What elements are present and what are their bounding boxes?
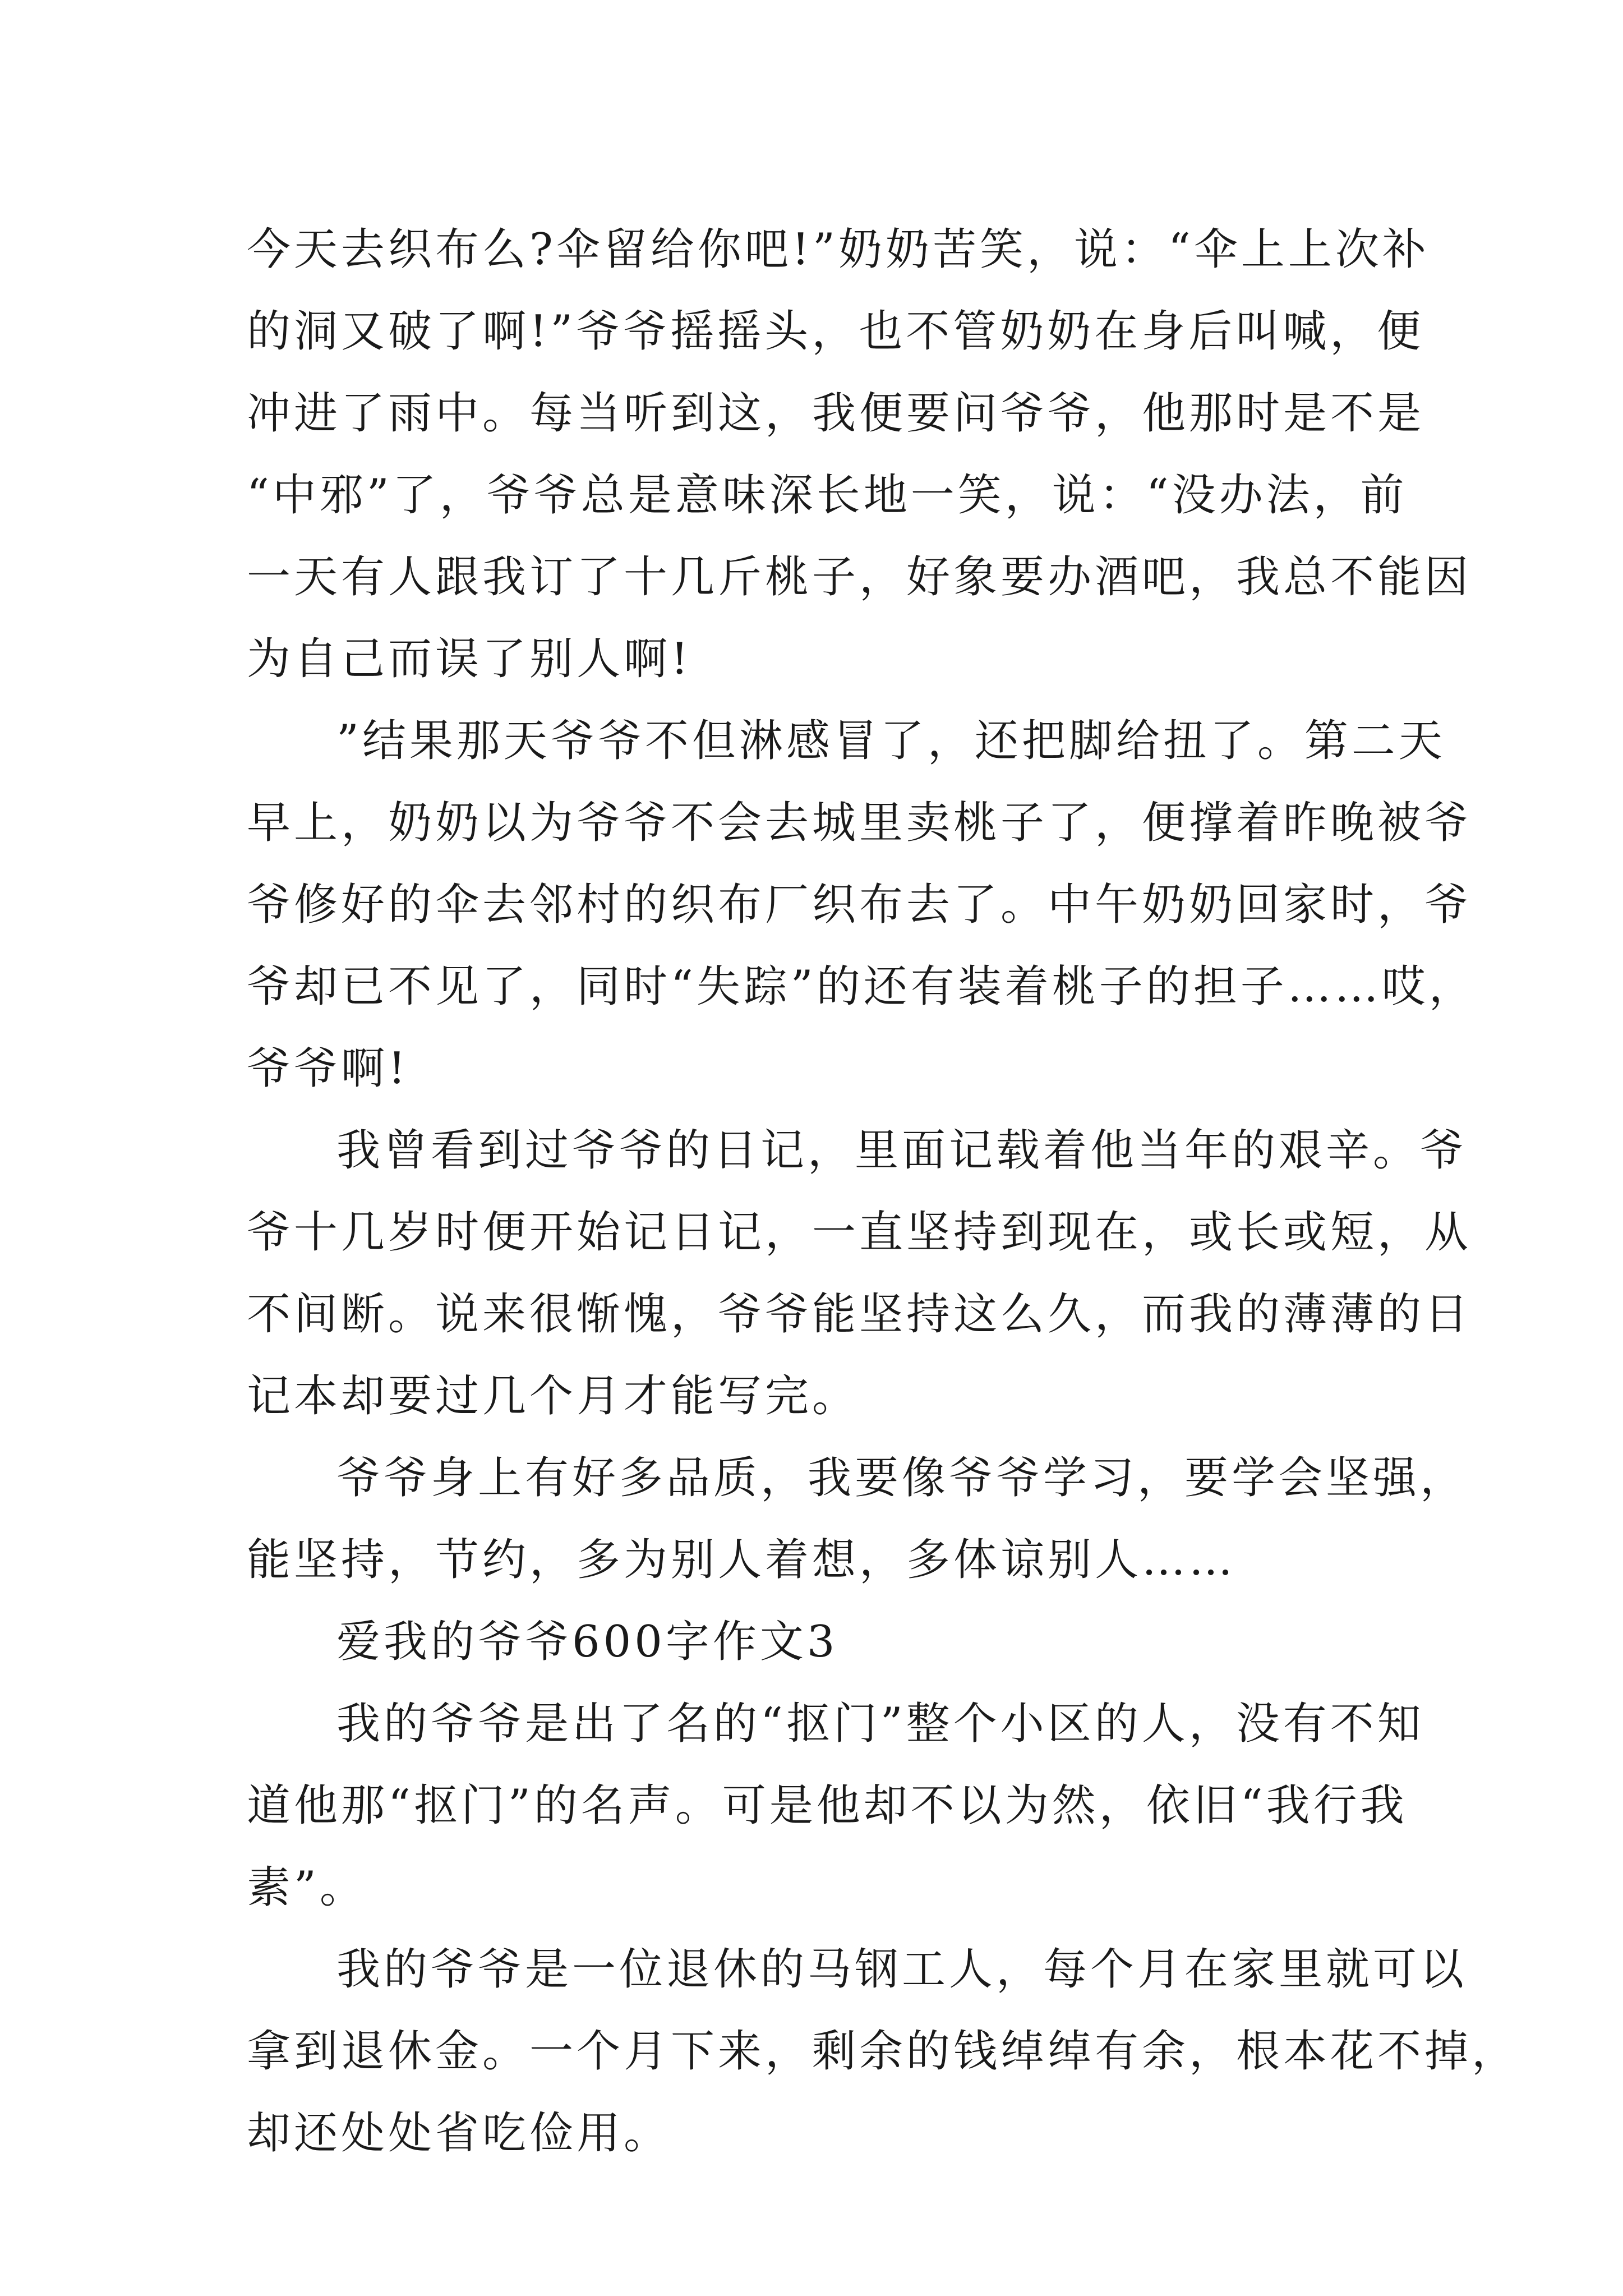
text-line: 道他那“抠门”的名声。可是他却不以为然，依旧“我行我 bbox=[247, 1780, 1408, 1831]
text-line: 不间断。说来很惭愧，爷爷能坚持这么久，而我的薄薄的日 bbox=[247, 1289, 1472, 1340]
text-line: 爷却已不见了，同时“失踪”的还有装着桃子的担子……哎， bbox=[247, 961, 1476, 1012]
text-line: 爷爷身上有好多品质，我要像爷爷学习，要学会坚强， bbox=[336, 1453, 1468, 1503]
text-line: 爷十几岁时便开始记日记，一直坚持到现在，或长或短，从 bbox=[247, 1207, 1472, 1258]
text-line: 的洞又破了啊!”爷爷摇摇头，也不管奶奶在身后叫喊，便 bbox=[247, 306, 1424, 357]
text-line: “中邪”了，爷爷总是意味深长地一笑，说：“没办法，前 bbox=[247, 470, 1408, 521]
text-line: 爷爷啊! bbox=[247, 1043, 409, 1094]
text-line: 却还处处省吃俭用。 bbox=[247, 2108, 671, 2159]
text-line: ”结果那天爷爷不但淋感冒了，还把脚给扭了。第二天 bbox=[336, 716, 1446, 766]
text-line: 冲进了雨中。每当听到这，我便要问爷爷，他那时是不是 bbox=[247, 388, 1425, 439]
text-line: 早上，奶奶以为爷爷不会去城里卖桃子了，便撑着昨晚被爷 bbox=[247, 798, 1472, 848]
text-line: 我的爷爷是一位退休的马钢工人，每个月在家里就可以 bbox=[336, 1944, 1468, 1995]
text-line: 我的爷爷是出了名的“抠门”整个小区的人，没有不知 bbox=[336, 1699, 1424, 1749]
text-line: 能坚持，节约，多为别人着想，多体谅别人…… bbox=[247, 1535, 1237, 1585]
text-line: 今天去织布么?伞留给你吧!”奶奶苦笑，说：“伞上上次补 bbox=[247, 224, 1430, 275]
text-line: 拿到退休金。一个月下来，剩余的钱绰绰有余，根本花不掉， bbox=[247, 2026, 1519, 2077]
section-title: 爱我的爷爷600字作文3 bbox=[336, 1617, 838, 1667]
text-line: 我曾看到过爷爷的日记，里面记载着他当年的艰辛。爷 bbox=[336, 1125, 1468, 1176]
text-line: 爷修好的伞去邻村的织布厂织布去了。中午奶奶回家时，爷 bbox=[247, 880, 1472, 930]
text-line: 记本却要过几个月才能写完。 bbox=[247, 1371, 860, 1421]
text-line: 素”。 bbox=[247, 1862, 367, 1913]
text-line: 一天有人跟我订了十几斤桃子，好象要办酒吧，我总不能因 bbox=[247, 552, 1472, 602]
text-line: 为自己而误了别人啊! bbox=[247, 634, 692, 684]
document-body bbox=[247, 209, 1519, 2174]
